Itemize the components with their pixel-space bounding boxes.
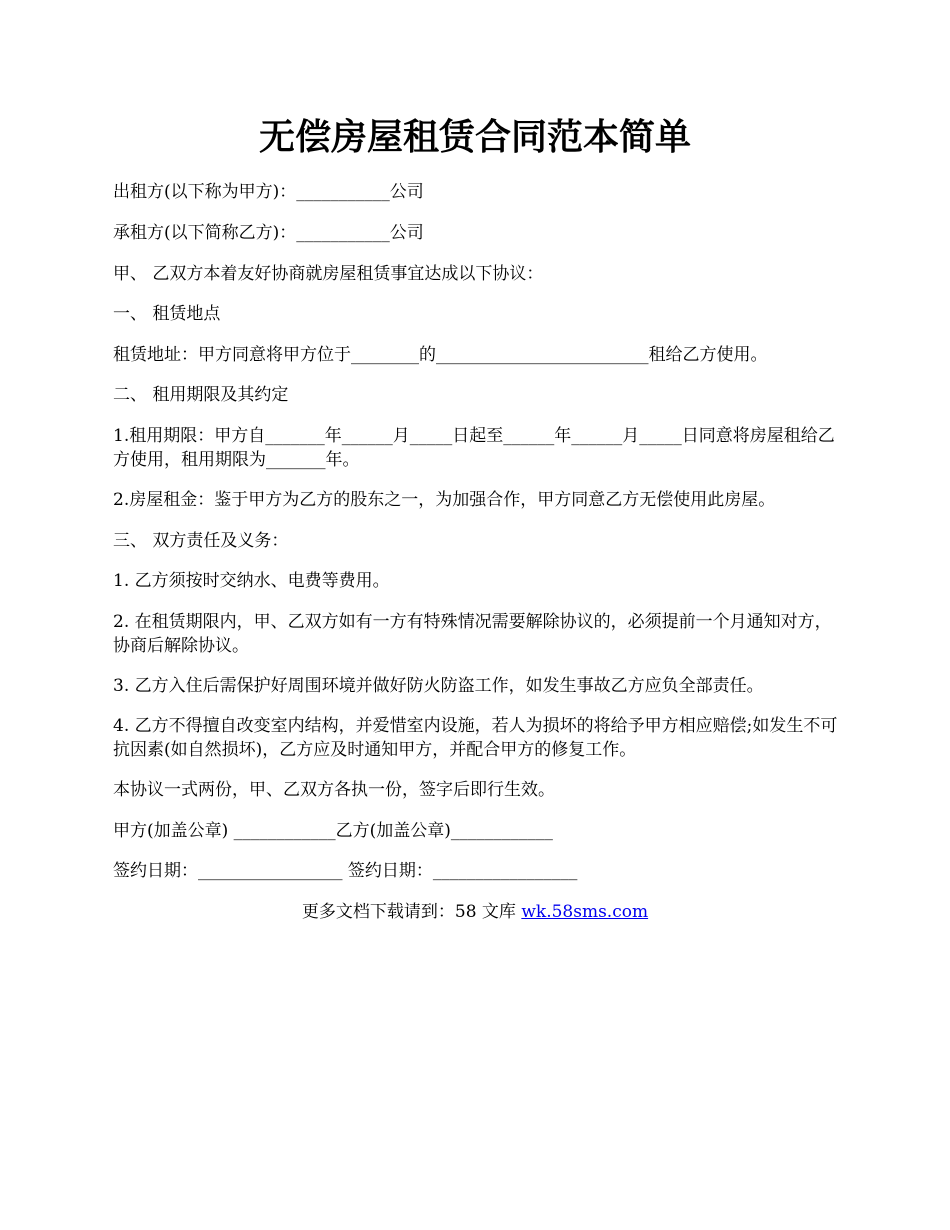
section-heading-term: 二、 租用期限及其约定 [113, 385, 289, 405]
lessee-line: 承租方(以下简称乙方)：___________公司 [113, 223, 424, 243]
signature-line: 甲方(加盖公章) ____________乙方(加盖公章)____________ [113, 821, 553, 841]
rent-clause: 2.房屋租金：鉴于甲方为乙方的股东之一，为加强合作，甲方同意乙方无偿使用此房屋。 [113, 490, 776, 510]
agreement-intro: 甲、 乙双方本着友好协商就房屋租赁事宜达成以下协议： [113, 264, 544, 284]
duty-clause-4: 4. 乙方不得擅自改变室内结构，并爱惜室内设施，若人为损坏的将给予甲方相应赔偿;如发生不可抗因素(如自然损坏)，乙方应及时通知甲方，并配合甲方的修复工作。 [113, 716, 838, 760]
duty-clause-3: 3. 乙方入住后需保护好周围环境并做好防火防盗工作，如发生事故乙方应负全部责任。 [113, 676, 764, 696]
section-heading-duties: 三、 双方责任及义务： [113, 531, 289, 551]
lease-term-clause: 1.租用期限：甲方自_______年______月_____日起至______年______月_____日同意将房屋租给乙方使用，租用期限为_______年。 [113, 426, 835, 470]
lessor-line: 出租方(以下称为甲方)：___________公司 [113, 182, 424, 202]
section-heading-location: 一、 租赁地点 [113, 304, 221, 324]
footer-text: 更多文档下载请到：58 文库 [301, 902, 522, 922]
document-title: 无偿房屋租赁合同范本简单 [258, 116, 691, 158]
duty-clause-2: 2. 在租赁期限内，甲、乙双方如有一方有特殊情况需要解除协议的，必须提前一个月通知对方，协商后解除协议。 [113, 612, 832, 656]
effectiveness-clause: 本协议一式两份，甲、乙双方各执一份，签字后即行生效。 [113, 780, 555, 800]
signing-date-line: 签约日期：_________________ 签约日期：_________________ [113, 861, 578, 881]
lease-address-clause: 租赁地址：甲方同意将甲方位于________的_________________________租给乙方使用。 [113, 345, 768, 365]
duty-clause-1: 1. 乙方须按时交纳水、电费等费用。 [113, 571, 390, 591]
footer-link[interactable]: wk.58sms.com [521, 902, 649, 922]
download-footer [0, 900, 950, 924]
